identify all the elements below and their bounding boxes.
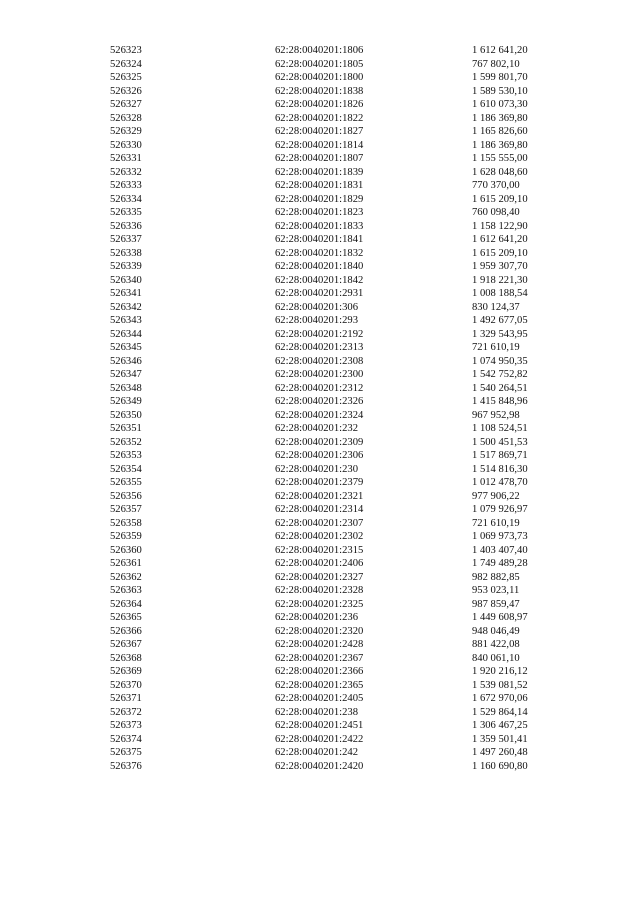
value-cell: 1 918 221,30: [472, 274, 528, 286]
cadastral-number-cell: 62:28:0040201:1829: [275, 193, 364, 205]
row-id-cell: 526345: [110, 342, 142, 353]
row-id-cell: 526368: [110, 652, 142, 664]
value-cell: 1 186 369,80: [472, 139, 528, 151]
row-id-cell: 526338: [110, 247, 142, 259]
table-row: [0, 98, 640, 112]
row-id-cell: 526361: [110, 558, 142, 569]
row-id-cell: 526325: [110, 72, 142, 83]
table-row: [0, 287, 640, 301]
row-id-cell: 526324: [110, 58, 142, 70]
table-row: [0, 125, 640, 139]
value-cell: 1 539 081,52: [472, 679, 528, 691]
row-id-cell: 526343: [110, 315, 142, 326]
value-cell: 1 306 467,25: [472, 720, 528, 731]
cadastral-number-cell: 62:28:0040201:2308: [275, 355, 364, 367]
table-row: [0, 368, 640, 382]
table-row: [0, 206, 640, 220]
cadastral-number-cell: 62:28:0040201:2367: [275, 652, 364, 664]
cadastral-number-cell: 62:28:0040201:2451: [275, 720, 364, 731]
value-cell: 1 612 641,20: [472, 234, 528, 245]
value-cell: 1 615 209,10: [472, 193, 528, 205]
value-cell: 770 370,00: [472, 180, 520, 191]
value-cell: 1 749 489,28: [472, 558, 528, 569]
table-row: [0, 530, 640, 544]
table-row: [0, 476, 640, 490]
cadastral-number-cell: 62:28:0040201:1814: [275, 139, 364, 151]
table-row: [0, 152, 640, 166]
value-cell: 1 542 752,82: [472, 369, 528, 380]
value-cell: 1 359 501,41: [472, 733, 528, 745]
cadastral-number-cell: 62:28:0040201:2406: [275, 558, 364, 569]
cadastral-number-cell: 62:28:0040201:2422: [275, 733, 364, 745]
value-cell: 977 906,22: [472, 490, 520, 502]
table-row: [0, 490, 640, 504]
value-cell: 1 920 216,12: [472, 666, 528, 677]
cadastral-number-cell: 62:28:0040201:230: [275, 463, 358, 475]
cadastral-number-cell: 62:28:0040201:1800: [275, 72, 364, 83]
row-id-cell: 526371: [110, 693, 142, 704]
row-id-cell: 526323: [110, 45, 142, 56]
row-id-cell: 526333: [110, 180, 142, 191]
cadastral-number-cell: 62:28:0040201:2325: [275, 598, 364, 610]
cadastral-number-cell: 62:28:0040201:2326: [275, 396, 364, 407]
value-cell: 1 612 641,20: [472, 45, 528, 56]
row-id-cell: 526356: [110, 490, 142, 502]
table-row: [0, 584, 640, 598]
value-cell: 1 628 048,60: [472, 166, 528, 178]
row-id-cell: 526358: [110, 517, 142, 529]
table-row: [0, 638, 640, 652]
cadastral-number-cell: 62:28:0040201:2365: [275, 679, 364, 691]
value-cell: 1 599 801,70: [472, 72, 528, 83]
cadastral-number-cell: 62:28:0040201:2307: [275, 517, 364, 529]
table-row: [0, 193, 640, 207]
table-row: [0, 220, 640, 234]
table-row: [0, 328, 640, 342]
value-cell: 1 186 369,80: [472, 112, 528, 124]
table-row: [0, 314, 640, 328]
value-cell: 721 610,19: [472, 342, 520, 353]
table-row: [0, 44, 640, 58]
value-cell: 1 540 264,51: [472, 382, 528, 394]
value-cell: 760 098,40: [472, 207, 520, 218]
value-cell: 953 023,11: [472, 585, 520, 596]
cadastral-number-cell: 62:28:0040201:2309: [275, 436, 364, 448]
table-row: [0, 355, 640, 369]
row-id-cell: 526376: [110, 760, 142, 772]
row-id-cell: 526328: [110, 112, 142, 124]
cadastral-number-cell: 62:28:0040201:2428: [275, 639, 364, 650]
row-id-cell: 526336: [110, 220, 142, 232]
cadastral-number-cell: 62:28:0040201:2405: [275, 693, 364, 704]
row-id-cell: 526354: [110, 463, 142, 475]
table-row: [0, 382, 640, 396]
value-cell: 1 492 677,05: [472, 315, 528, 326]
cadastral-number-cell: 62:28:0040201:2314: [275, 504, 364, 515]
cadastral-number-cell: 62:28:0040201:242: [275, 747, 358, 758]
cadastral-number-cell: 62:28:0040201:1826: [275, 99, 364, 110]
row-id-cell: 526340: [110, 274, 142, 286]
table-row: [0, 409, 640, 423]
table-row: [0, 760, 640, 774]
value-cell: 1 517 869,71: [472, 450, 528, 461]
table-row: [0, 247, 640, 261]
row-id-cell: 526363: [110, 585, 142, 596]
table-row: [0, 571, 640, 585]
value-cell: 1 329 543,95: [472, 328, 528, 340]
table-row: [0, 503, 640, 517]
value-cell: 1 074 950,35: [472, 355, 528, 367]
cadastral-number-cell: 62:28:0040201:236: [275, 612, 358, 623]
value-cell: 1 610 073,30: [472, 99, 528, 110]
row-id-cell: 526349: [110, 396, 142, 407]
value-cell: 830 124,37: [472, 301, 520, 313]
row-id-cell: 526335: [110, 207, 142, 218]
table-row: [0, 233, 640, 247]
table-row: [0, 179, 640, 193]
cadastral-number-cell: 62:28:0040201:1839: [275, 166, 364, 178]
cadastral-number-cell: 62:28:0040201:2320: [275, 625, 364, 637]
table-row: [0, 733, 640, 747]
table-row: [0, 692, 640, 706]
table-row: [0, 746, 640, 760]
table-row: [0, 71, 640, 85]
table-row: [0, 274, 640, 288]
row-id-cell: 526372: [110, 706, 142, 718]
table-row: [0, 422, 640, 436]
table-row: [0, 625, 640, 639]
value-cell: 1 415 848,96: [472, 396, 528, 407]
row-id-cell: 526346: [110, 355, 142, 367]
cadastral-number-cell: 62:28:0040201:2931: [275, 288, 364, 299]
cadastral-number-cell: 62:28:0040201:1840: [275, 261, 364, 272]
value-cell: 948 046,49: [472, 625, 520, 637]
cadastral-number-cell: 62:28:0040201:1831: [275, 180, 364, 191]
row-id-cell: 526352: [110, 436, 142, 448]
row-id-cell: 526337: [110, 234, 142, 245]
row-id-cell: 526326: [110, 85, 142, 97]
value-cell: 1 672 970,06: [472, 693, 528, 704]
cadastral-number-cell: 62:28:0040201:1807: [275, 153, 364, 164]
row-id-cell: 526339: [110, 261, 142, 272]
cadastral-number-cell: 62:28:0040201:2302: [275, 531, 364, 542]
table-row: [0, 395, 640, 409]
cadastral-number-cell: 62:28:0040201:293: [275, 315, 358, 326]
value-cell: 982 882,85: [472, 571, 520, 583]
value-cell: 1 959 307,70: [472, 261, 528, 272]
table-row: [0, 341, 640, 355]
table-row: [0, 611, 640, 625]
row-id-cell: 526344: [110, 328, 142, 340]
row-id-cell: 526331: [110, 153, 142, 164]
table-row: [0, 557, 640, 571]
row-id-cell: 526341: [110, 288, 142, 299]
value-cell: 987 859,47: [472, 598, 520, 610]
row-id-cell: 526365: [110, 612, 142, 623]
table-row: [0, 112, 640, 126]
cadastral-number-cell: 62:28:0040201:2312: [275, 382, 364, 394]
row-id-cell: 526342: [110, 301, 142, 313]
cadastral-number-cell: 62:28:0040201:2379: [275, 477, 364, 488]
value-cell: 967 952,98: [472, 409, 520, 421]
row-id-cell: 526332: [110, 166, 142, 178]
table-row: [0, 85, 640, 99]
row-id-cell: 526350: [110, 409, 142, 421]
data-table: [0, 44, 640, 773]
row-id-cell: 526357: [110, 504, 142, 515]
table-row: [0, 665, 640, 679]
table-row: [0, 679, 640, 693]
cadastral-number-cell: 62:28:0040201:2420: [275, 760, 364, 772]
cadastral-number-cell: 62:28:0040201:2324: [275, 409, 364, 421]
value-cell: 1 500 451,53: [472, 436, 528, 448]
cadastral-number-cell: 62:28:0040201:2328: [275, 585, 364, 596]
value-cell: 1 069 973,73: [472, 531, 528, 542]
table-row: [0, 301, 640, 315]
cadastral-number-cell: 62:28:0040201:1806: [275, 45, 364, 56]
table-row: [0, 719, 640, 733]
value-cell: 1 529 864,14: [472, 706, 528, 718]
value-cell: 1 615 209,10: [472, 247, 528, 259]
value-cell: 881 422,08: [472, 639, 520, 650]
row-id-cell: 526327: [110, 99, 142, 110]
cadastral-number-cell: 62:28:0040201:1842: [275, 274, 364, 286]
row-id-cell: 526347: [110, 369, 142, 380]
cadastral-number-cell: 62:28:0040201:238: [275, 706, 358, 718]
table-row: [0, 436, 640, 450]
cadastral-number-cell: 62:28:0040201:232: [275, 423, 358, 434]
row-id-cell: 526353: [110, 450, 142, 461]
row-id-cell: 526373: [110, 720, 142, 731]
cadastral-number-cell: 62:28:0040201:2313: [275, 342, 364, 353]
value-cell: 1 008 188,54: [472, 288, 528, 299]
row-id-cell: 526359: [110, 531, 142, 542]
row-id-cell: 526370: [110, 679, 142, 691]
row-id-cell: 526355: [110, 477, 142, 488]
table-row: [0, 463, 640, 477]
cadastral-number-cell: 62:28:0040201:1841: [275, 234, 364, 245]
cadastral-number-cell: 62:28:0040201:2306: [275, 450, 364, 461]
value-cell: 1 079 926,97: [472, 504, 528, 515]
value-cell: 1 514 816,30: [472, 463, 528, 475]
cadastral-number-cell: 62:28:0040201:1822: [275, 112, 364, 124]
cadastral-number-cell: 62:28:0040201:2192: [275, 328, 364, 340]
cadastral-number-cell: 62:28:0040201:1833: [275, 220, 364, 232]
row-id-cell: 526374: [110, 733, 142, 745]
row-id-cell: 526362: [110, 571, 142, 583]
cadastral-number-cell: 62:28:0040201:2315: [275, 544, 364, 556]
row-id-cell: 526330: [110, 139, 142, 151]
table-row: [0, 652, 640, 666]
value-cell: 1 158 122,90: [472, 220, 528, 232]
table-row: [0, 544, 640, 558]
table-row: [0, 166, 640, 180]
cadastral-number-cell: 62:28:0040201:2366: [275, 666, 364, 677]
table-row: [0, 449, 640, 463]
cadastral-number-cell: 62:28:0040201:1838: [275, 85, 364, 97]
table-row: [0, 517, 640, 531]
value-cell: 721 610,19: [472, 517, 520, 529]
table-row: [0, 260, 640, 274]
value-cell: 1 012 478,70: [472, 477, 528, 488]
cadastral-number-cell: 62:28:0040201:2300: [275, 369, 364, 380]
table-row: [0, 598, 640, 612]
value-cell: 1 403 407,40: [472, 544, 528, 556]
cadastral-number-cell: 62:28:0040201:1805: [275, 58, 364, 70]
cadastral-number-cell: 62:28:0040201:1832: [275, 247, 364, 259]
row-id-cell: 526375: [110, 747, 142, 758]
table-row: [0, 58, 640, 72]
value-cell: 767 802,10: [472, 58, 520, 70]
value-cell: 1 589 530,10: [472, 85, 528, 97]
row-id-cell: 526367: [110, 639, 142, 650]
cadastral-number-cell: 62:28:0040201:2321: [275, 490, 364, 502]
row-id-cell: 526360: [110, 544, 142, 556]
value-cell: 1 108 524,51: [472, 423, 528, 434]
row-id-cell: 526366: [110, 625, 142, 637]
row-id-cell: 526329: [110, 126, 142, 137]
cadastral-number-cell: 62:28:0040201:1823: [275, 207, 364, 218]
cadastral-number-cell: 62:28:0040201:1827: [275, 126, 364, 137]
row-id-cell: 526369: [110, 666, 142, 677]
value-cell: 1 165 826,60: [472, 126, 528, 137]
table-row: [0, 706, 640, 720]
value-cell: 840 061,10: [472, 652, 520, 664]
table-row: [0, 139, 640, 153]
row-id-cell: 526348: [110, 382, 142, 394]
cadastral-number-cell: 62:28:0040201:2327: [275, 571, 364, 583]
row-id-cell: 526351: [110, 423, 142, 434]
row-id-cell: 526334: [110, 193, 142, 205]
cadastral-number-cell: 62:28:0040201:306: [275, 301, 358, 313]
value-cell: 1 497 260,48: [472, 747, 528, 758]
value-cell: 1 160 690,80: [472, 760, 528, 772]
value-cell: 1 449 608,97: [472, 612, 528, 623]
row-id-cell: 526364: [110, 598, 142, 610]
value-cell: 1 155 555,00: [472, 153, 528, 164]
